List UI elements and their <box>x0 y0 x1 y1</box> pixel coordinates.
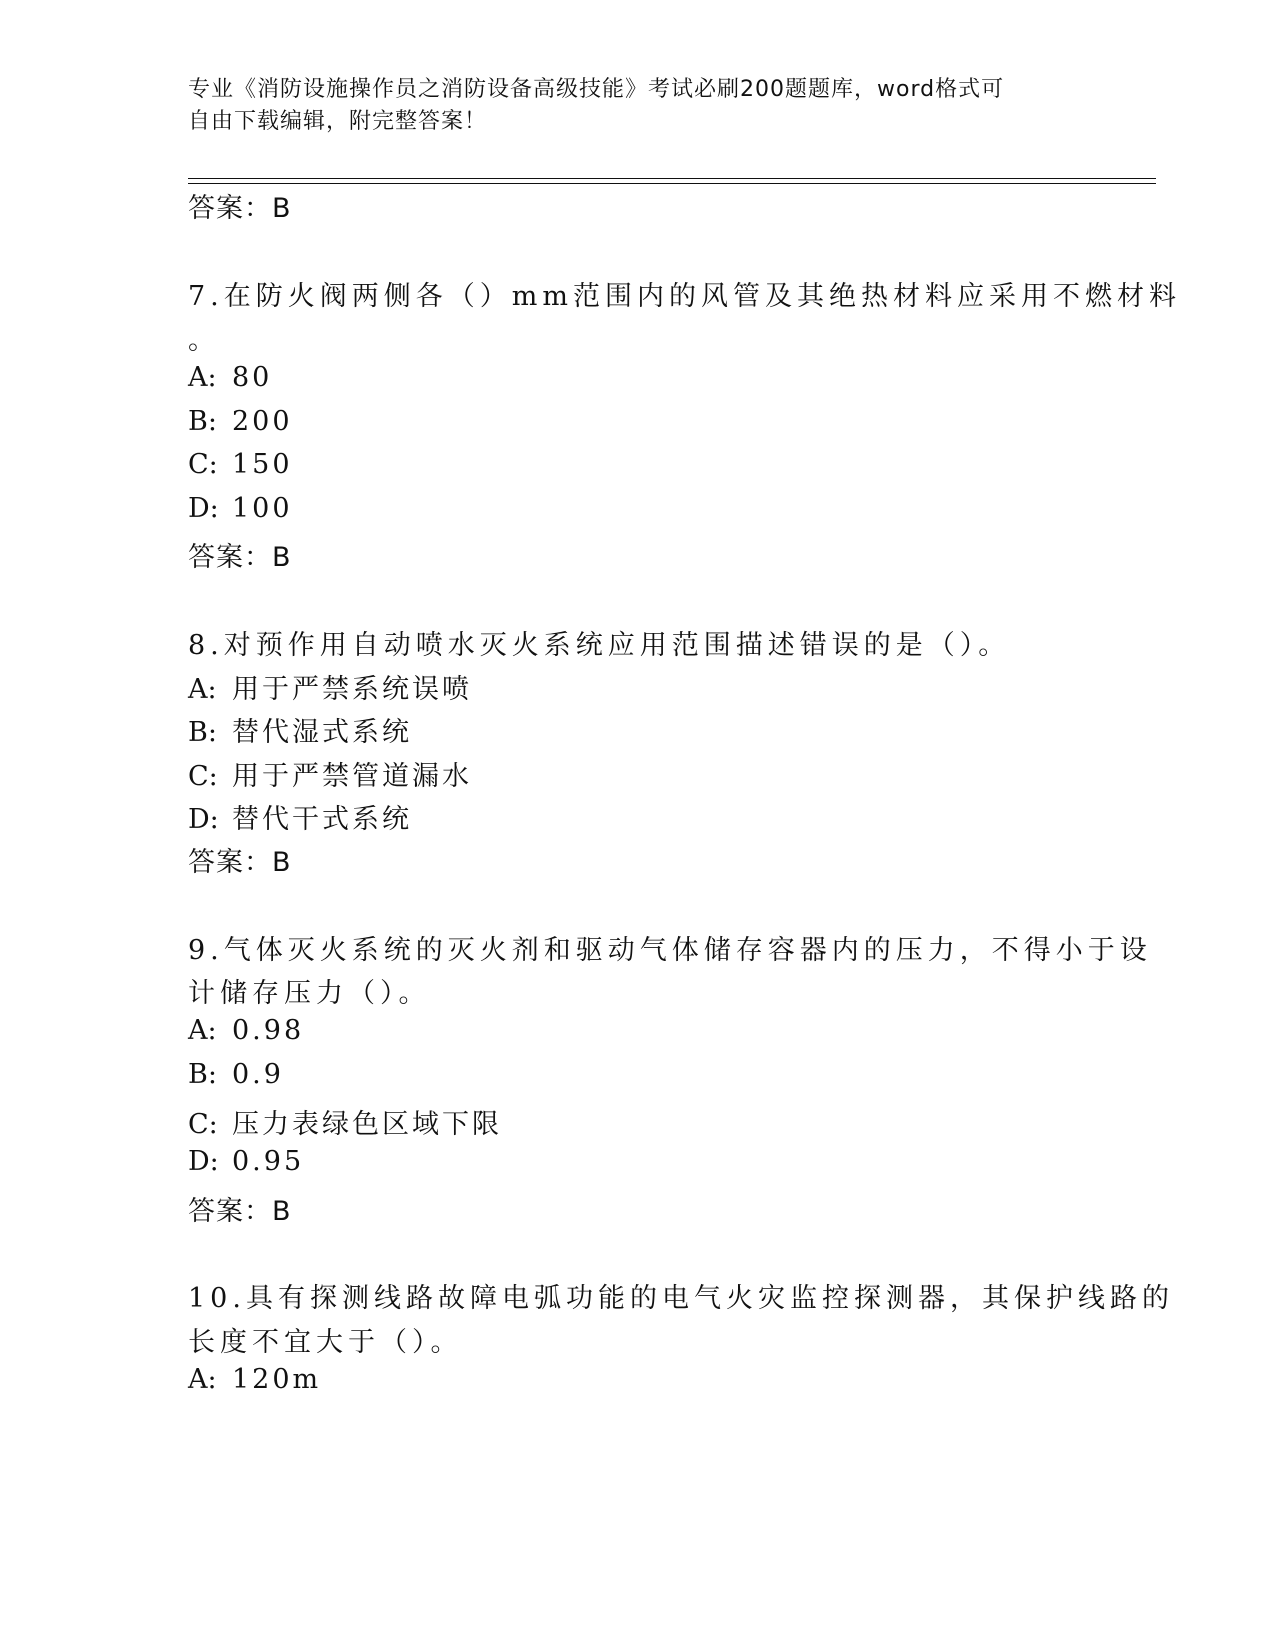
question-9-option-c <box>188 1102 502 1141</box>
question-10-line-2: 长度不宜大于（）。 <box>188 1327 463 1358</box>
question-9-answer: 答案：B <box>188 1196 292 1227</box>
document-header <box>188 74 1068 138</box>
option-letter: A: <box>188 362 217 393</box>
answer-line: 答案：B <box>188 193 292 224</box>
option-letter: D: <box>188 1146 219 1177</box>
question-10-line-1: 10.具有探测线路故障电弧功能的电气火灾监控探测器，其保护线路的 <box>188 1283 1174 1314</box>
question-7-option-a <box>188 362 272 393</box>
question-9-option-d <box>188 1146 304 1177</box>
question-8-line-1: 8.对预作用自动喷水灭火系统应用范围描述错误的是（）。 <box>188 630 1011 661</box>
question-7-option-c <box>188 449 293 480</box>
option-text: 120m <box>232 1364 322 1395</box>
question-8-option-a <box>188 667 472 706</box>
header-line-1: 专业《消防设施操作员之消防设备高级技能》考试必刷200题题库，word格式可 <box>188 77 1005 102</box>
question-8-option-c <box>188 754 472 793</box>
header-divider-top <box>188 178 1156 179</box>
option-text: 0.98 <box>232 1015 305 1046</box>
question-9-line-2: 计储存压力（）。 <box>188 978 431 1009</box>
question-8-answer: 答案：B <box>188 847 292 878</box>
option-letter: D: <box>188 493 219 524</box>
option-letter: C: <box>188 1109 218 1140</box>
option-letter: A: <box>188 1364 217 1395</box>
option-letter: C: <box>188 449 218 480</box>
question-7-line-1: 7.在防火阀两侧各（）mm范围内的风管及其绝热材料应采用不燃材料 <box>188 281 1181 312</box>
option-letter: B: <box>188 1059 217 1090</box>
option-text: 用于严禁管道漏水 <box>232 761 472 792</box>
question-8-option-d <box>188 797 412 836</box>
option-text: 200 <box>232 406 293 437</box>
header-line-2: 自由下载编辑，附完整答案！ <box>188 109 488 134</box>
header-divider-bottom <box>188 183 1156 184</box>
option-letter: B: <box>188 406 217 437</box>
option-letter: C: <box>188 761 218 792</box>
option-text: 100 <box>232 493 293 524</box>
option-text: 替代干式系统 <box>232 804 412 835</box>
option-text: 0.9 <box>232 1059 284 1090</box>
option-letter: A: <box>188 1015 217 1046</box>
option-text: 用于严禁系统误喷 <box>232 674 472 705</box>
question-7-option-d <box>188 493 293 524</box>
question-7-option-b <box>188 406 293 437</box>
option-letter: D: <box>188 804 219 835</box>
question-9-line-1: 9.气体灭火系统的灭火剂和驱动气体储存容器内的压力，不得小于设 <box>188 935 1152 966</box>
option-letter: A: <box>188 674 217 705</box>
option-text: 150 <box>232 449 293 480</box>
question-8-option-b <box>188 710 412 749</box>
option-text: 替代湿式系统 <box>232 717 412 748</box>
option-text: 80 <box>232 362 273 393</box>
question-10-option-a <box>188 1364 321 1395</box>
option-letter: B: <box>188 717 217 748</box>
question-7-answer: 答案：B <box>188 542 292 573</box>
option-text: 0.95 <box>232 1146 305 1177</box>
question-7-line-2: 。 <box>188 325 220 356</box>
option-text: 压力表绿色区域下限 <box>232 1109 502 1140</box>
question-9-option-b <box>188 1059 284 1090</box>
question-9-option-a <box>188 1015 304 1046</box>
